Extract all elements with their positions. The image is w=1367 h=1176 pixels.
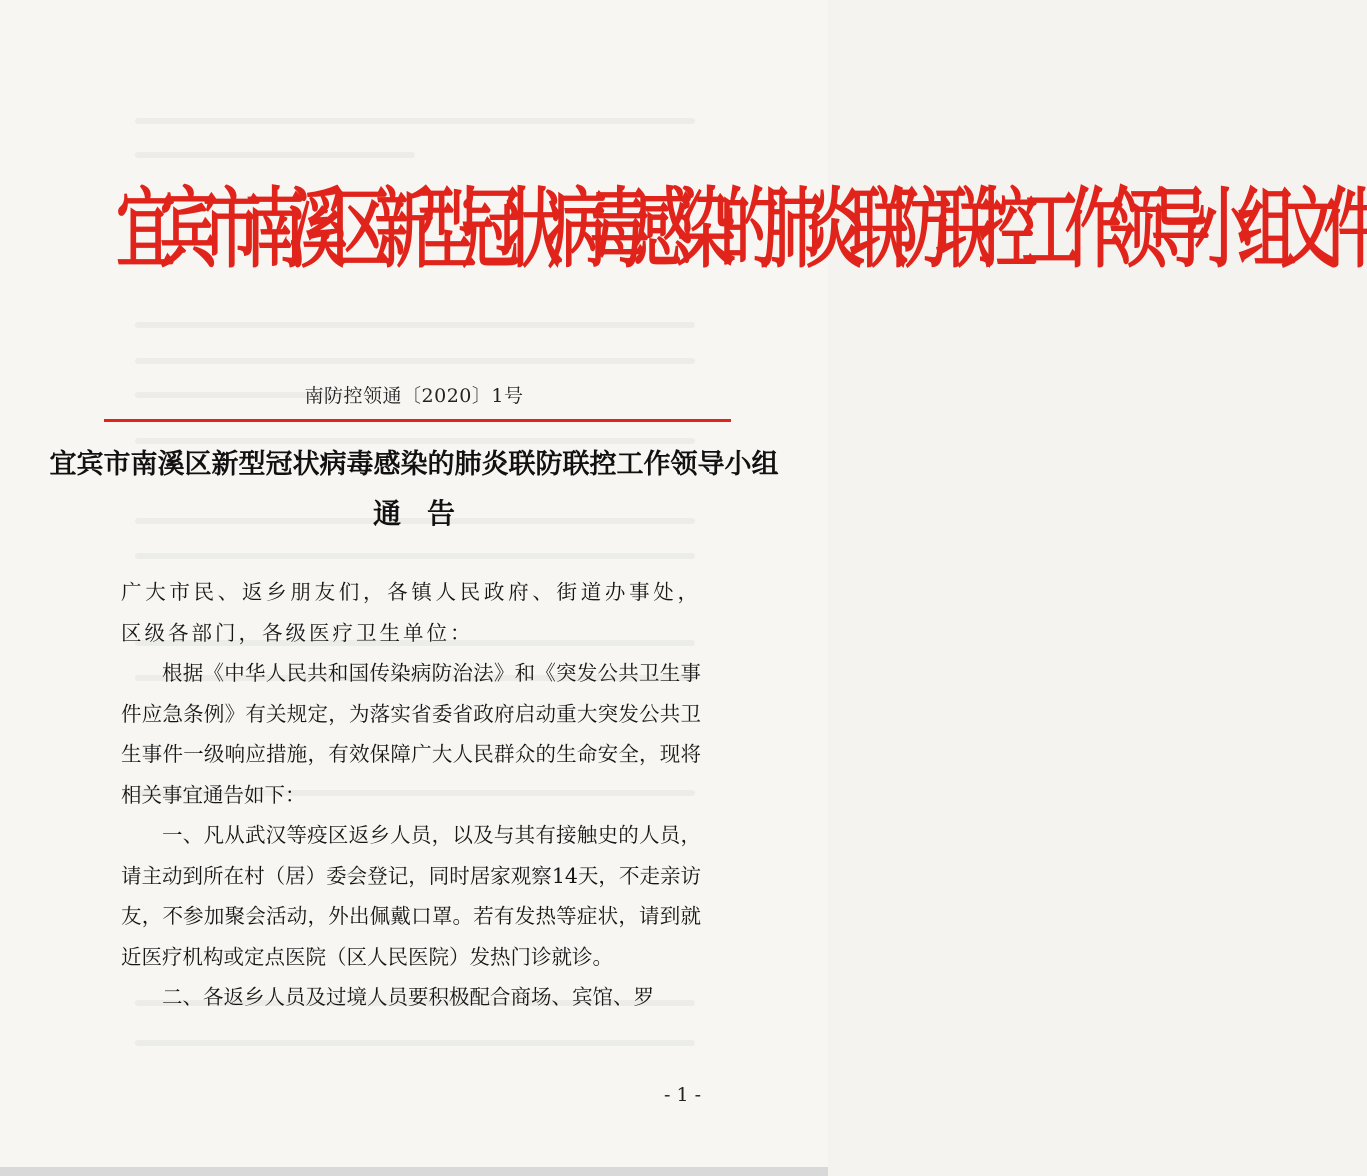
notice-body	[121, 572, 701, 1018]
body-paragraph-intro: 根据《中华人民共和国传染病防治法》和《突发公共卫生事件应急条例》有关规定，为落实省委省政府启动重大突发公共卫生事件一级响应措施，有效保障广大人民群众的生命安全，现将相关事宜通告如下：	[121, 661, 701, 807]
body-paragraph-item-1: 一、凡从武汉等疫区返乡人员，以及与其有接触史的人员，请主动到所在村（居）委会登记，同时居家观察14天，不走亲访友，不参加聚会活动，外出佩戴口罩。若有发热等症状，请到就近医疗机构或定点医院（区人民医院）发热门诊就诊。	[121, 823, 701, 969]
page-number: - 1 -	[664, 1084, 702, 1106]
document-header-title: 宜宾市南溪区新型冠状病毒感染的肺炎联防联控工作领导小组文件	[116, 179, 1367, 281]
addressee-paragraph: 广大市民、返乡朋友们，各镇人民政府、街道办事处，区级各部门，各级医疗卫生单位：	[121, 580, 701, 645]
document-number: 南防控领通〔2020〕1号	[304, 385, 524, 407]
notice-title: 宜宾市南溪区新型冠状病毒感染的肺炎联防联控工作领导小组	[49, 449, 779, 480]
bottom-edge-bar	[0, 1167, 828, 1176]
notice-subtitle: 通告	[372, 497, 481, 530]
red-divider-rule	[104, 419, 731, 422]
body-paragraph-item-2: 二、各返乡人员及过境人员要积极配合商场、宾馆、罗	[162, 985, 654, 1009]
